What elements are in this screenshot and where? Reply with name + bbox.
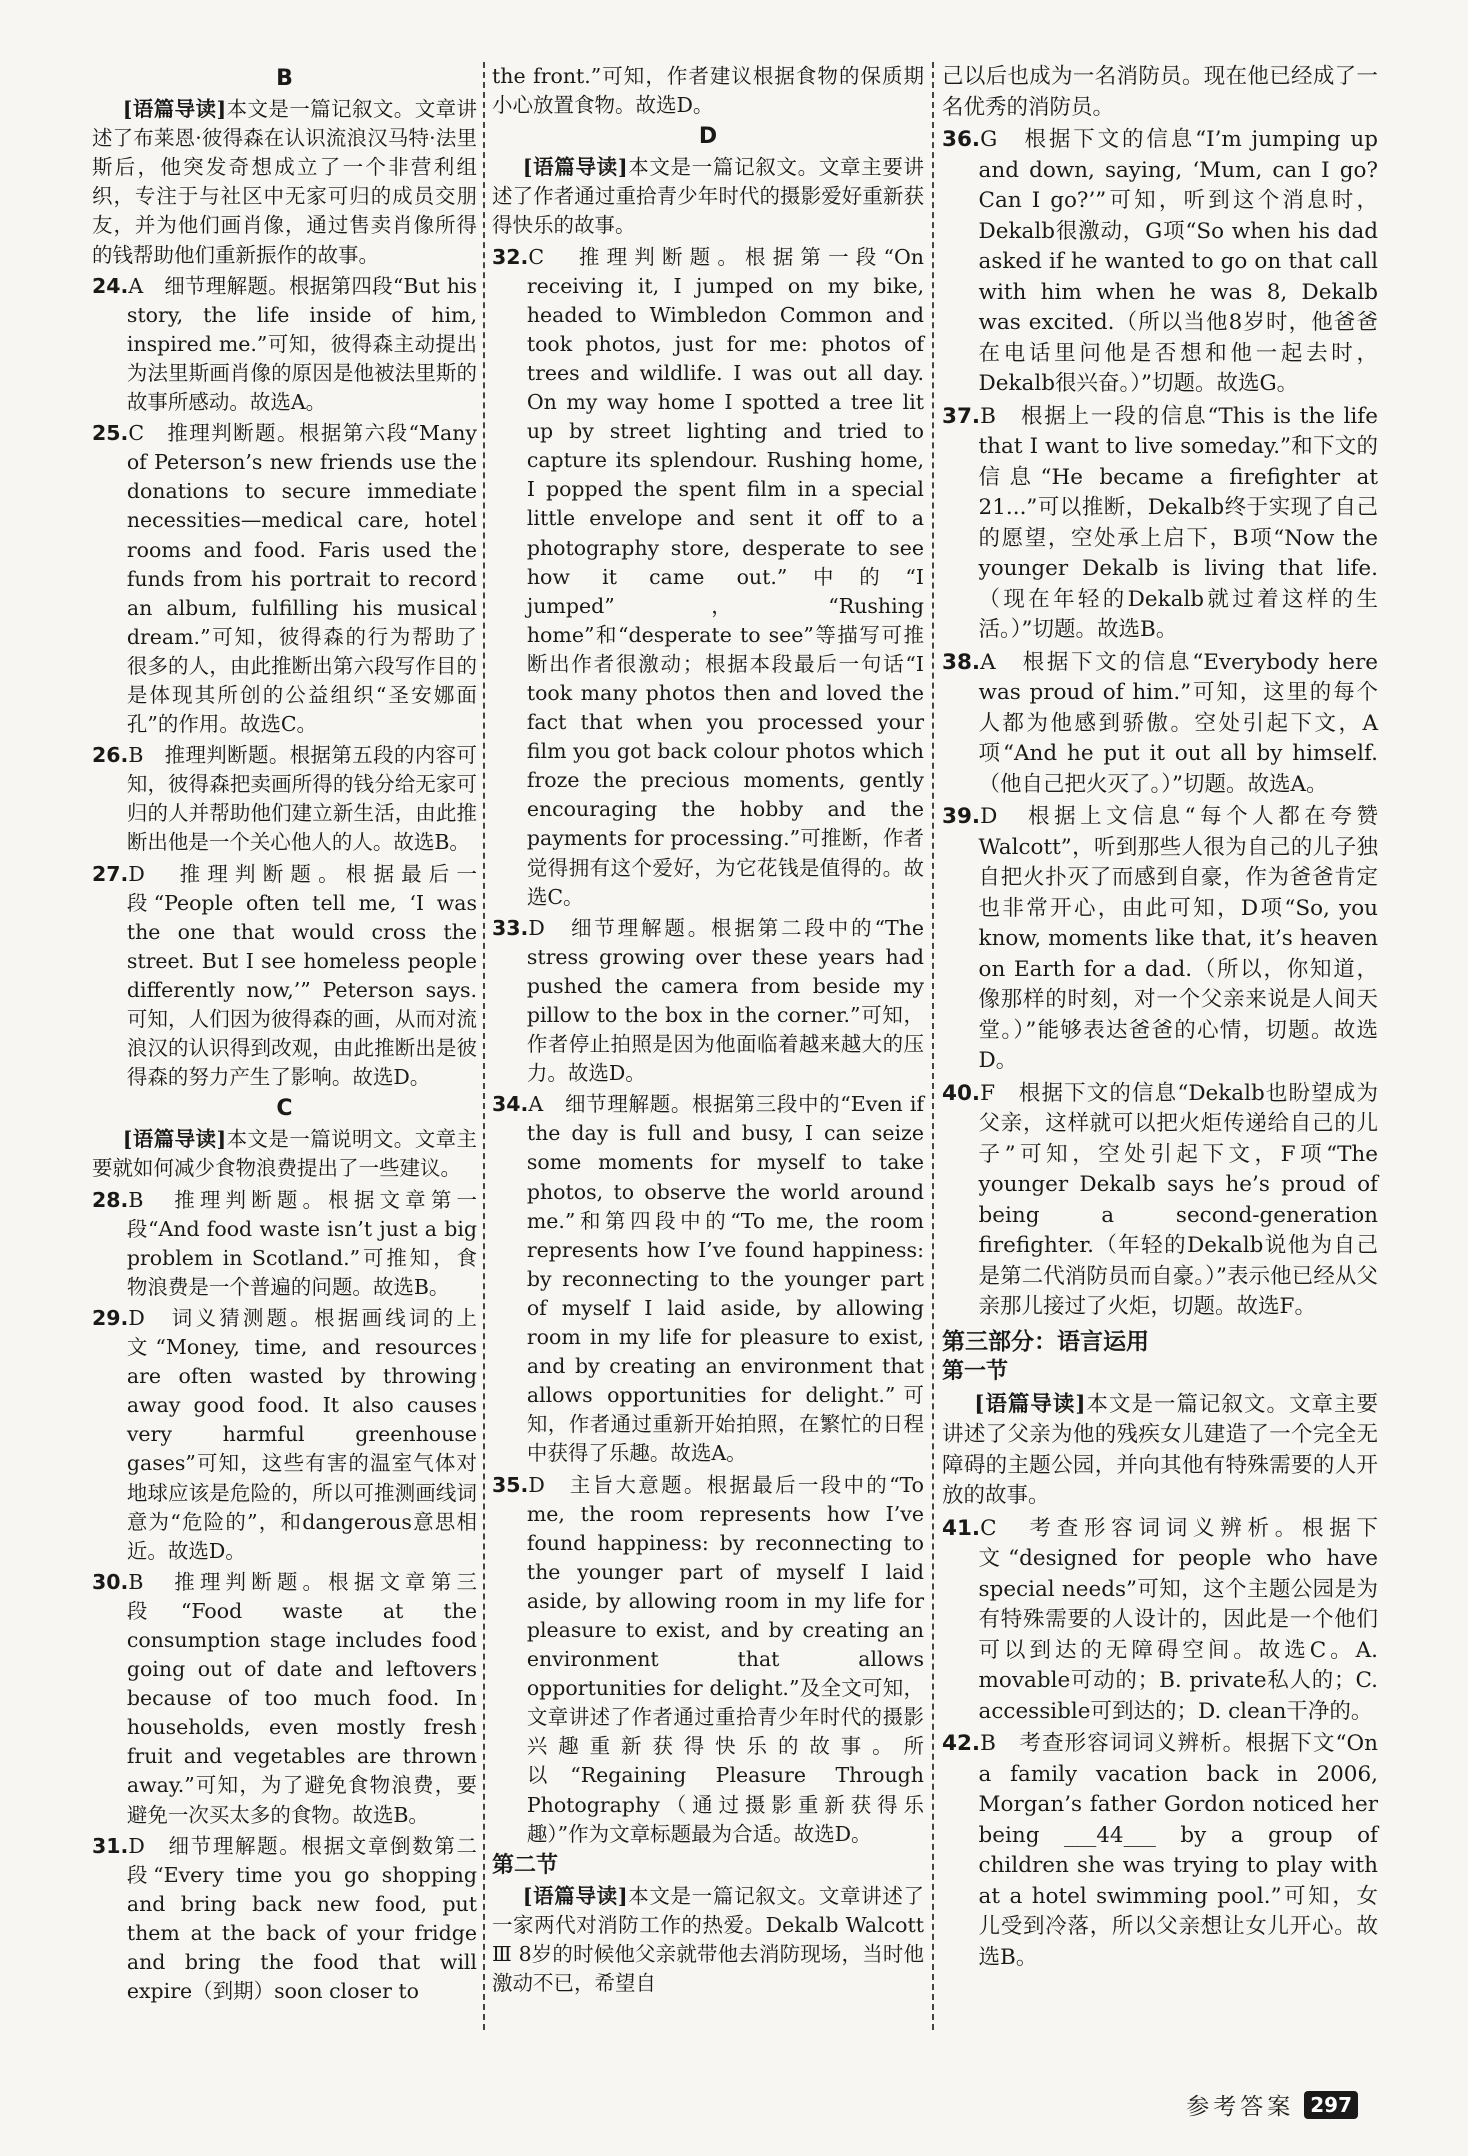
answer-text: C 推理判断题。根据第六段“Many of Peterson’s new friends use the donations to secure immediate necessities—medical care, hotel rooms and food. Faris used the funds from his portrait to record an album, fulfilling his musical dream.”可知，彼得森的行为帮助了很多的人，由此推断出第六段写作目的是体现其所创的公益组织“圣安娜面孔”的作用。故选C。 bbox=[126, 421, 477, 737]
answer-item bbox=[92, 1568, 477, 1830]
answer-text: A 细节理解题。根据第四段“But his story, the life inside of him, inspired me.”可知，彼得森主动提出为法里斯画肖像的原因是他被法里斯的故事所感动。故选A。 bbox=[126, 273, 477, 415]
answer-item bbox=[92, 741, 477, 857]
guide-tag: [语篇导读] bbox=[974, 1391, 1086, 1417]
answer-item bbox=[942, 1079, 1378, 1323]
continued-text: 己以后也成为一名消防员。现在他已经成了一名优秀的消防员。 bbox=[942, 64, 1378, 120]
question-number: 28. bbox=[92, 1187, 129, 1212]
question-number: 40. bbox=[942, 1080, 981, 1106]
answer-text: B 考查形容词词义辨析。根据下文“On a family vacation back in 2006, Morgan’s father Gordon noticed her being ___44___ by a group of children she was trying to play with at a hotel swimming pool.”可知，女儿受到冷落，所以父亲想让女儿开心。故选B。 bbox=[978, 1731, 1378, 1970]
question-number: 25. bbox=[92, 421, 129, 446]
answer-text: B 推理判断题。根据文章第三段“Food waste at the consumption stage includes food going out of date and leftovers because of too much food. In households, even mostly fresh fruit and vegetables are thrown away.”可知，为了避免食物浪费，要避免一次买太多的食物。故选B。 bbox=[126, 1569, 477, 1827]
guide-text: 本文是一篇记叙文。文章讲述了布莱恩·彼得森在认识流浪汉马特·法里斯后，他突发奇想成立了一个非营利组织，专注于与社区中无家可归的成员交朋友，并为他们画肖像，通过售卖肖像所得的钱帮助他们重新振作的故事。 bbox=[92, 97, 478, 267]
question-number: 32. bbox=[492, 244, 529, 269]
question-number: 27. bbox=[92, 861, 129, 886]
passage-guide bbox=[492, 153, 924, 240]
answer-text: F 根据下文的信息“Dekalb也盼望成为父亲，这样就可以把火炬传递给自己的儿子”可知，空处引起下文，F项“The younger Dekalb says he’s proud of being a second-generation firefighter.（年轻的Dekalb说他为自己是第二代消防员而自豪。）”表示他已经从父亲那儿接过了火炬，切题。故选F。 bbox=[978, 1080, 1378, 1319]
answer-text: D 根据上文信息“每个人都在夸赞Walcott”，听到那些人很为自己的儿子独自把火扑灭了而感到自豪，作为爸爸肯定也非常开心，由此可知，D项“So, you know, moments like that, it’s heaven on Earth for a dad.（所以，你知道，像那样的时刻，对一个父亲来说是人间天堂。）”能够表达爸爸的心情，切题。故选D。 bbox=[978, 804, 1378, 1073]
question-number: 36. bbox=[942, 127, 981, 152]
passage-guide bbox=[92, 1125, 477, 1183]
question-number: 24. bbox=[92, 273, 129, 298]
answer-text: D 推理判断题。根据最后一段“People often tell me, ‘I was the one that would cross the street. But I see homeless people differently now,’” Peterson says. 可知，人们因为彼得森的画，从而对流浪汉的认识得到改观，由此推断出是彼得森的努力产生了影响。故选D。 bbox=[126, 861, 477, 1090]
answer-item bbox=[92, 272, 477, 417]
column-middle bbox=[492, 62, 924, 2000]
answer-text: A 根据下文的信息“Everybody here was proud of him.”可知，这里的每个人都为他感到骄傲。空处引起下文，A项“And he put it out all by himself.（他自己把火灭了。）”切题。故选A。 bbox=[978, 649, 1378, 797]
answer-item bbox=[492, 1090, 924, 1468]
answer-text: A 细节理解题。根据第三段中的“Even if the day is full and busy, I can seize some moments for myself to take photos, to observe the world around me.”和第四段中的“To me, the room represents how I’ve found happiness: by reconnecting to the younger part of myself I laid aside, by allowing room in my life for pleasure to exist, and by creating an environment that allows opportunities for delight.”可知，作者通过重新开始拍照，在繁忙的日程中获得了乐趣。故选A。 bbox=[526, 1092, 924, 1466]
answer-item bbox=[92, 860, 477, 1093]
guide-tag: [语篇导读] bbox=[522, 155, 628, 180]
answer-text: D 主旨大意题。根据最后一段中的“To me, the room represents how I’ve found happiness: by reconnecting to the younger part of myself I laid aside, by allowing room in my life for pleasure to exist, and by creating an environment that allows opportunities for delight.”及全文可知，文章讲述了作者通过重拾青少年时代的摄影兴趣重新获得快乐的故事。所以“Regaining Pleasure Through Photography（通过摄影重新获得乐趣）”作为文章标题最为合适。故选D。 bbox=[526, 1472, 924, 1846]
answer-text: C 推理判断题。根据第一段“On receiving it, I jumped on my bike, headed to Wimbledon Common and took photos, just for me: photos of trees and wildlife. I was out all day. On my way home I spotted a tree lit up by street lighting and tried to capture its splendour. Rushing home, I popped the spent film in a special little envelope and sent it off to a photography store, desperate to see how it came out.”中的“I jumped”，“Rushing home”和“desperate to see”等描写可推断出作者很激动；根据本段最后一句话“I took many photos then and loved the fact that when you processed your film you got back colour photos which froze the precious moments, gently encouraging the hobby and the payments for processing.”可推断，作者觉得拥有这个爱好，为它花钱是值得的。故选C。 bbox=[526, 244, 924, 909]
guide-text: 本文是一篇说明文。文章主要就如何减少食物浪费提出了一些建议。 bbox=[92, 1127, 478, 1181]
guide-text: 本文是一篇记叙文。文章主要讲述了作者通过重拾青少年时代的摄影爱好重新获得快乐的故事。 bbox=[492, 155, 924, 238]
guide-tag: [语篇导读] bbox=[122, 1127, 227, 1152]
answer-text: B 根据上一段的信息“This is the life that I want to live someday.”和下文的信息“He became a firefighter at 21...”可以推断，Dekalb终于实现了自己的愿望，空处承上启下，B项“Now the younger Dekalb is living that life.（现在年轻的Dekalb就过着这样的生活。）”切题。故选B。 bbox=[978, 403, 1378, 642]
guide-text: 本文是一篇记叙文。文章讲述了一家两代对消防工作的热爱。Dekalb Walcott Ⅲ 8岁的时候他父亲就带他去消防现场，当时他激动不已，希望自 bbox=[492, 1883, 924, 1996]
column-divider bbox=[483, 62, 485, 2030]
question-number: 30. bbox=[92, 1569, 129, 1594]
question-number: 41. bbox=[942, 1515, 981, 1541]
answer-item bbox=[942, 648, 1378, 801]
passage-guide bbox=[92, 95, 477, 270]
answer-item bbox=[92, 419, 477, 739]
part-title: 第三部分：语言运用 bbox=[942, 1328, 1149, 1355]
section-heading: D bbox=[698, 124, 718, 150]
question-number: 34. bbox=[492, 1092, 529, 1117]
answer-item bbox=[492, 1471, 924, 1849]
question-number: 42. bbox=[942, 1731, 981, 1756]
footer-label: 参考答案 bbox=[1186, 2094, 1295, 2120]
answer-item bbox=[492, 243, 924, 912]
answer-text: B 推理判断题。根据第五段的内容可知，彼得森把卖画所得的钱分给无家可归的人并帮助他们建立新生活，由此推断出他是一个关心他人的人。故选B。 bbox=[126, 743, 477, 855]
answer-item bbox=[92, 1186, 477, 1302]
question-number: 33. bbox=[492, 915, 529, 940]
column-divider bbox=[932, 62, 934, 2030]
passage-guide bbox=[942, 1390, 1378, 1512]
answer-text: D 词义猜测题。根据画线词的上文“Money, time, and resources are often wasted by throwing away good food. It also causes very harmful greenhouse gases”可知，这些有害的温室气体对地球应该是危险的，所以可推测画线词意为“危险的”，和dangerous意思相近。故选D。 bbox=[126, 1305, 477, 1563]
answer-item bbox=[92, 1304, 477, 1566]
answer-item bbox=[942, 802, 1378, 1077]
column-left bbox=[92, 62, 477, 2008]
page-footer bbox=[1186, 2088, 1358, 2121]
answer-text: D 细节理解题。根据第二段中的“The stress growing over these years had pushed the camera from beside my pillow to the box in the corner.”可知，作者停止拍照是因为他面临着越来越大的压力。故选D。 bbox=[526, 915, 924, 1086]
answer-text: C 考查形容词词义辨析。根据下文“designed for people who have special needs”可知，这个主题公园是为有特殊需要的人设计的，因此是一个他们可以到达的无障碍空间。故选C。A. movable可动的；B. private私人的；C. accessible可到达的；D. clean干净的。 bbox=[978, 1515, 1378, 1724]
answer-item bbox=[942, 402, 1378, 646]
continued-text: the front.”可知，作者建议根据食物的保质期小心放置食物。故选D。 bbox=[492, 64, 924, 118]
answer-item bbox=[92, 1832, 477, 2007]
question-number: 38. bbox=[942, 649, 981, 675]
question-number: 29. bbox=[92, 1305, 129, 1330]
question-number: 37. bbox=[942, 403, 981, 429]
question-number: 35. bbox=[492, 1472, 529, 1497]
passage-guide bbox=[492, 1882, 924, 1998]
guide-tag: [语篇导读] bbox=[122, 97, 227, 122]
page-number: 297 bbox=[1304, 2091, 1358, 2119]
section-heading: B bbox=[276, 66, 293, 91]
answer-item bbox=[942, 1729, 1378, 1973]
section-title: 第二节 bbox=[492, 1852, 559, 1878]
answer-item bbox=[942, 125, 1378, 400]
answer-text: D 细节理解题。根据文章倒数第二段“Every time you go shopping and bring back new food, put them at the back of your fridge and bring the food that will expire（到期）soon closer to bbox=[126, 1833, 477, 2004]
section-title: 第一节 bbox=[942, 1359, 1009, 1384]
guide-tag: [语篇导读] bbox=[522, 1883, 628, 1908]
column-right bbox=[942, 62, 1378, 1975]
answer-item bbox=[492, 914, 924, 1089]
question-number: 39. bbox=[942, 804, 981, 829]
answer-text: G 根据下文的信息“I’m jumping up and down, saying, ‘Mum, can I go? Can I go?’”可知，听到这个消息时，Dekalb很激动，G项“So when his dad asked if he wanted to go on that call with him when he was 8, Dekalb was excited.（所以当他8岁时，他爸爸在电话里问他是否想和他一起去时，Dekalb很兴奋。）”切题。故选G。 bbox=[978, 127, 1378, 396]
answer-item bbox=[942, 1514, 1378, 1728]
section-heading: C bbox=[276, 1096, 293, 1122]
question-number: 31. bbox=[92, 1833, 129, 1858]
guide-text: 本文是一篇记叙文。文章主要讲述了父亲为他的残疾女儿建造了一个完全无障碍的主题公园，并向其他有特殊需要的人开放的故事。 bbox=[942, 1391, 1378, 1508]
question-number: 26. bbox=[92, 743, 129, 768]
answer-text: B 推理判断题。根据文章第一段“And food waste isn’t just a big problem in Scotland.”可推知，食物浪费是一个普遍的问题。故选B。 bbox=[126, 1187, 477, 1299]
